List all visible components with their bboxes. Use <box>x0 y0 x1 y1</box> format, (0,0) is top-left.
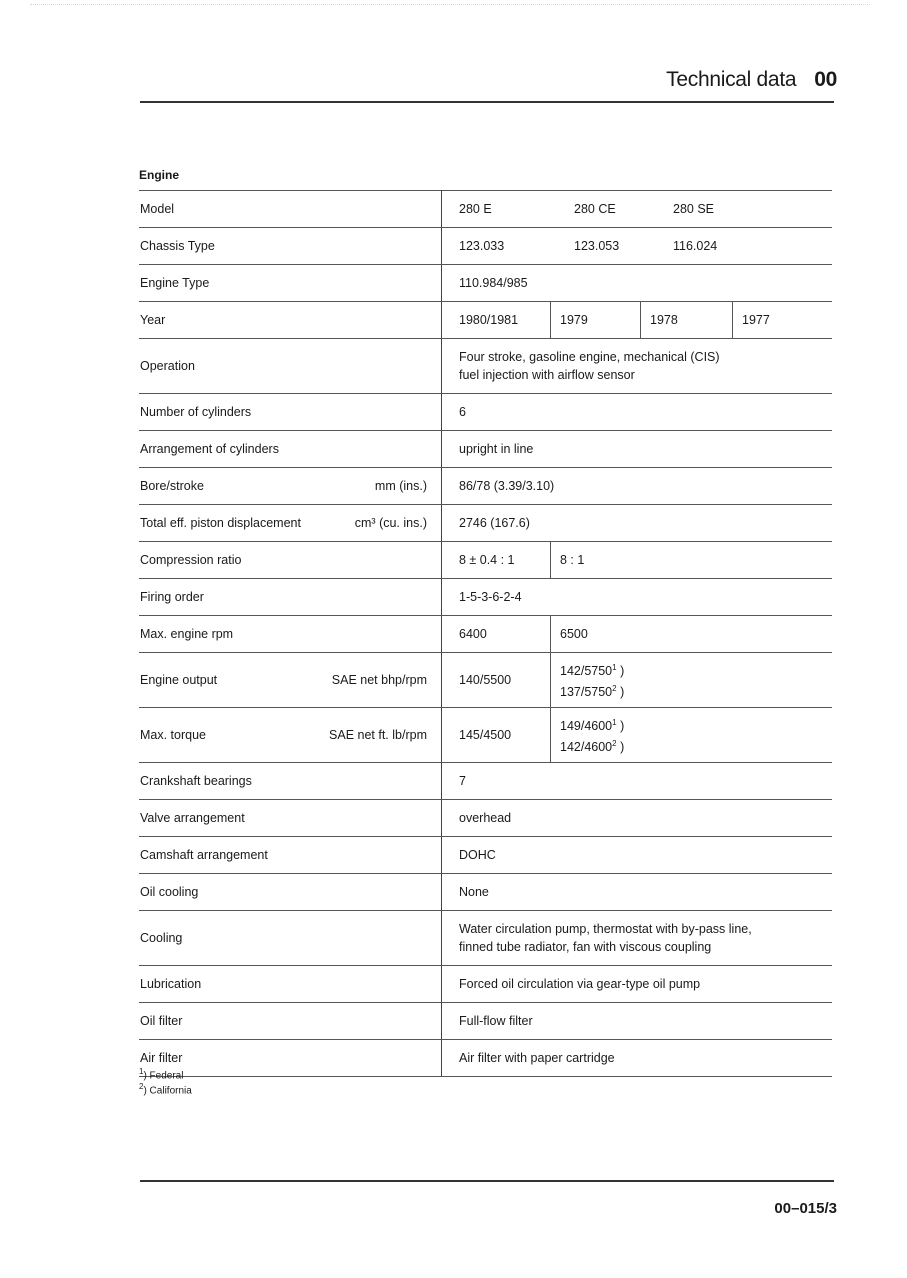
row-label: Lubrication <box>140 977 202 991</box>
page-header <box>666 68 837 92</box>
row-label: Crankshaft bearings <box>140 774 252 788</box>
row-label: Max. engine rpm <box>140 627 234 641</box>
row-label: Valve arrangement <box>140 811 245 825</box>
row-value: 8 ± 0.4 : 1 <box>459 553 515 567</box>
row-value-cell <box>442 191 833 228</box>
table-row <box>139 431 832 468</box>
row-value-cell <box>442 708 833 763</box>
table-row <box>139 265 832 302</box>
footnoted-value: 142/4600$^2$ ) <box>560 739 625 755</box>
table-row <box>139 579 832 616</box>
row-value: 1979 <box>550 302 640 338</box>
row-label: Camshaft arrangement <box>140 848 268 862</box>
table-row <box>139 191 832 228</box>
row-label: Cooling <box>140 931 183 945</box>
row-label-cell <box>139 800 442 837</box>
row-label-cell <box>139 708 442 763</box>
row-value-cell <box>442 302 833 339</box>
footer-rule <box>140 1180 834 1182</box>
row-value: None <box>459 885 489 899</box>
row-value: 116.024 <box>673 239 718 253</box>
page-title: Technical data <box>666 68 797 91</box>
table-row <box>139 616 832 653</box>
row-value: 7 <box>459 774 466 788</box>
footnoted-value: 149/4600$^1$ ) <box>560 717 625 733</box>
header-rule <box>140 101 834 103</box>
footnoted-value: 137/5750$^2$ ) <box>560 684 625 700</box>
section-number: 00 <box>814 68 837 91</box>
row-value: 6 <box>459 405 466 419</box>
row-value: upright in line <box>459 442 534 456</box>
row-label: Air filter <box>140 1051 183 1065</box>
row-value-cell <box>442 542 833 579</box>
row-label-cell <box>139 339 442 394</box>
footnote-federal: $^1$) Federal <box>139 1067 184 1082</box>
row-label-cell <box>139 394 442 431</box>
table-row <box>139 763 832 800</box>
row-label: Chassis Type <box>140 239 215 253</box>
row-value: 280 E <box>459 202 492 216</box>
row-value-cell <box>442 228 833 265</box>
table-row <box>139 302 832 339</box>
table-row <box>139 837 832 874</box>
page-number: 00–015/3 <box>774 1200 837 1217</box>
table-row <box>139 228 832 265</box>
row-label: Engine Type <box>140 276 210 290</box>
row-value-cell <box>442 1040 833 1077</box>
row-label-cell <box>139 579 442 616</box>
row-value-line: Water circulation pump, thermostat with by-pass line, <box>459 922 752 936</box>
row-value: 140/5500 <box>459 673 512 687</box>
footnoted-value: 142/5750$^1$ ) <box>560 662 625 678</box>
table-row <box>139 468 832 505</box>
row-label: Operation <box>140 359 195 373</box>
row-value-cell <box>442 874 833 911</box>
row-label-cell <box>139 191 442 228</box>
row-value: 86/78 (3.39/3.10) <box>459 479 555 493</box>
row-label-cell <box>139 763 442 800</box>
row-label: Engine output <box>140 673 218 687</box>
row-label-cell <box>139 616 442 653</box>
row-value-cell <box>442 339 833 394</box>
engine-spec-table <box>139 190 832 1077</box>
row-value: 6400 <box>459 627 487 641</box>
row-label-cell <box>139 837 442 874</box>
table-row <box>139 966 832 1003</box>
row-value-cell <box>442 579 833 616</box>
row-value: 123.033 <box>459 239 505 253</box>
row-value: 8 : 1 <box>550 542 584 578</box>
row-value: overhead <box>459 811 512 825</box>
table-row <box>139 653 832 708</box>
row-value-cell <box>442 394 833 431</box>
row-value: 110.984/985 <box>459 276 528 290</box>
row-unit: mm (ins.) <box>374 479 427 493</box>
row-label-cell <box>139 505 442 542</box>
row-value-cell <box>442 616 833 653</box>
row-value-line: finned tube radiator, fan with viscous coupling <box>459 940 712 954</box>
row-value-cell <box>442 265 833 302</box>
row-label-cell <box>139 431 442 468</box>
row-label: Number of cylinders <box>140 405 252 419</box>
row-label-cell <box>139 468 442 505</box>
row-label-cell <box>139 1003 442 1040</box>
row-value-cell <box>442 468 833 505</box>
row-unit: cm³ (cu. ins.) <box>354 516 427 530</box>
footnotes <box>139 1066 192 1097</box>
row-label-cell <box>139 542 442 579</box>
table-row <box>139 708 832 763</box>
row-label: Model <box>140 202 175 216</box>
row-value: DOHC <box>459 848 496 862</box>
row-value-cell <box>442 1003 833 1040</box>
footnote-california: $^2$) California <box>139 1082 192 1097</box>
table-row <box>139 911 832 966</box>
row-unit: SAE net bhp/rpm <box>331 673 427 687</box>
row-value: 2746 (167.6) <box>459 516 530 530</box>
row-value-cell <box>442 653 833 708</box>
row-label-cell <box>139 874 442 911</box>
table-row <box>139 1003 832 1040</box>
row-label: Firing order <box>140 590 204 604</box>
row-value: 123.053 <box>574 239 620 253</box>
row-label-cell <box>139 302 442 339</box>
row-value: 280 SE <box>673 202 715 216</box>
row-value-cell <box>442 911 833 966</box>
row-value-cell <box>442 966 833 1003</box>
row-label: Compression ratio <box>140 553 242 567</box>
row-label: Max. torque <box>140 728 207 742</box>
row-label: Total eff. piston displacement <box>140 516 301 530</box>
row-value-cell <box>442 431 833 468</box>
row-value-cell <box>442 763 833 800</box>
row-value: Forced oil circulation via gear-type oil pump <box>459 977 701 991</box>
table-row <box>139 394 832 431</box>
row-label: Arrangement of cylinders <box>140 442 279 456</box>
table-row <box>139 339 832 394</box>
row-value: 1980/1981 <box>459 313 519 327</box>
row-value-footnoted <box>550 708 624 762</box>
section-title: Engine <box>139 168 180 182</box>
row-label-cell <box>139 228 442 265</box>
row-value-cell <box>442 800 833 837</box>
row-value: Full-flow filter <box>459 1014 533 1028</box>
row-value-footnoted <box>550 653 624 707</box>
table-row <box>139 874 832 911</box>
scan-artifact <box>30 4 870 7</box>
row-label-cell <box>139 265 442 302</box>
row-label-cell <box>139 653 442 708</box>
row-value-line: Four stroke, gasoline engine, mechanical (CIS) <box>459 350 720 364</box>
row-label: Oil cooling <box>140 885 199 899</box>
table-row <box>139 800 832 837</box>
row-value: 1-5-3-6-2-4 <box>459 590 522 604</box>
row-unit: SAE net ft. lb/rpm <box>329 728 427 742</box>
row-value-line: fuel injection with airflow sensor <box>459 368 635 382</box>
row-value: Air filter with paper cartridge <box>459 1051 615 1065</box>
row-label: Bore/stroke <box>140 479 204 493</box>
table-row <box>139 1040 832 1077</box>
row-label: Year <box>140 313 166 327</box>
row-label-cell <box>139 911 442 966</box>
row-label: Oil filter <box>140 1014 183 1028</box>
row-value: 280 CE <box>574 202 616 216</box>
row-value: 6500 <box>550 616 588 652</box>
row-value: 145/4500 <box>459 728 512 742</box>
row-value: 1978 <box>640 302 732 338</box>
table-row <box>139 542 832 579</box>
row-label-cell <box>139 966 442 1003</box>
row-value: 1977 <box>732 302 832 338</box>
row-value-cell <box>442 505 833 542</box>
table-row <box>139 505 832 542</box>
row-value-cell <box>442 837 833 874</box>
